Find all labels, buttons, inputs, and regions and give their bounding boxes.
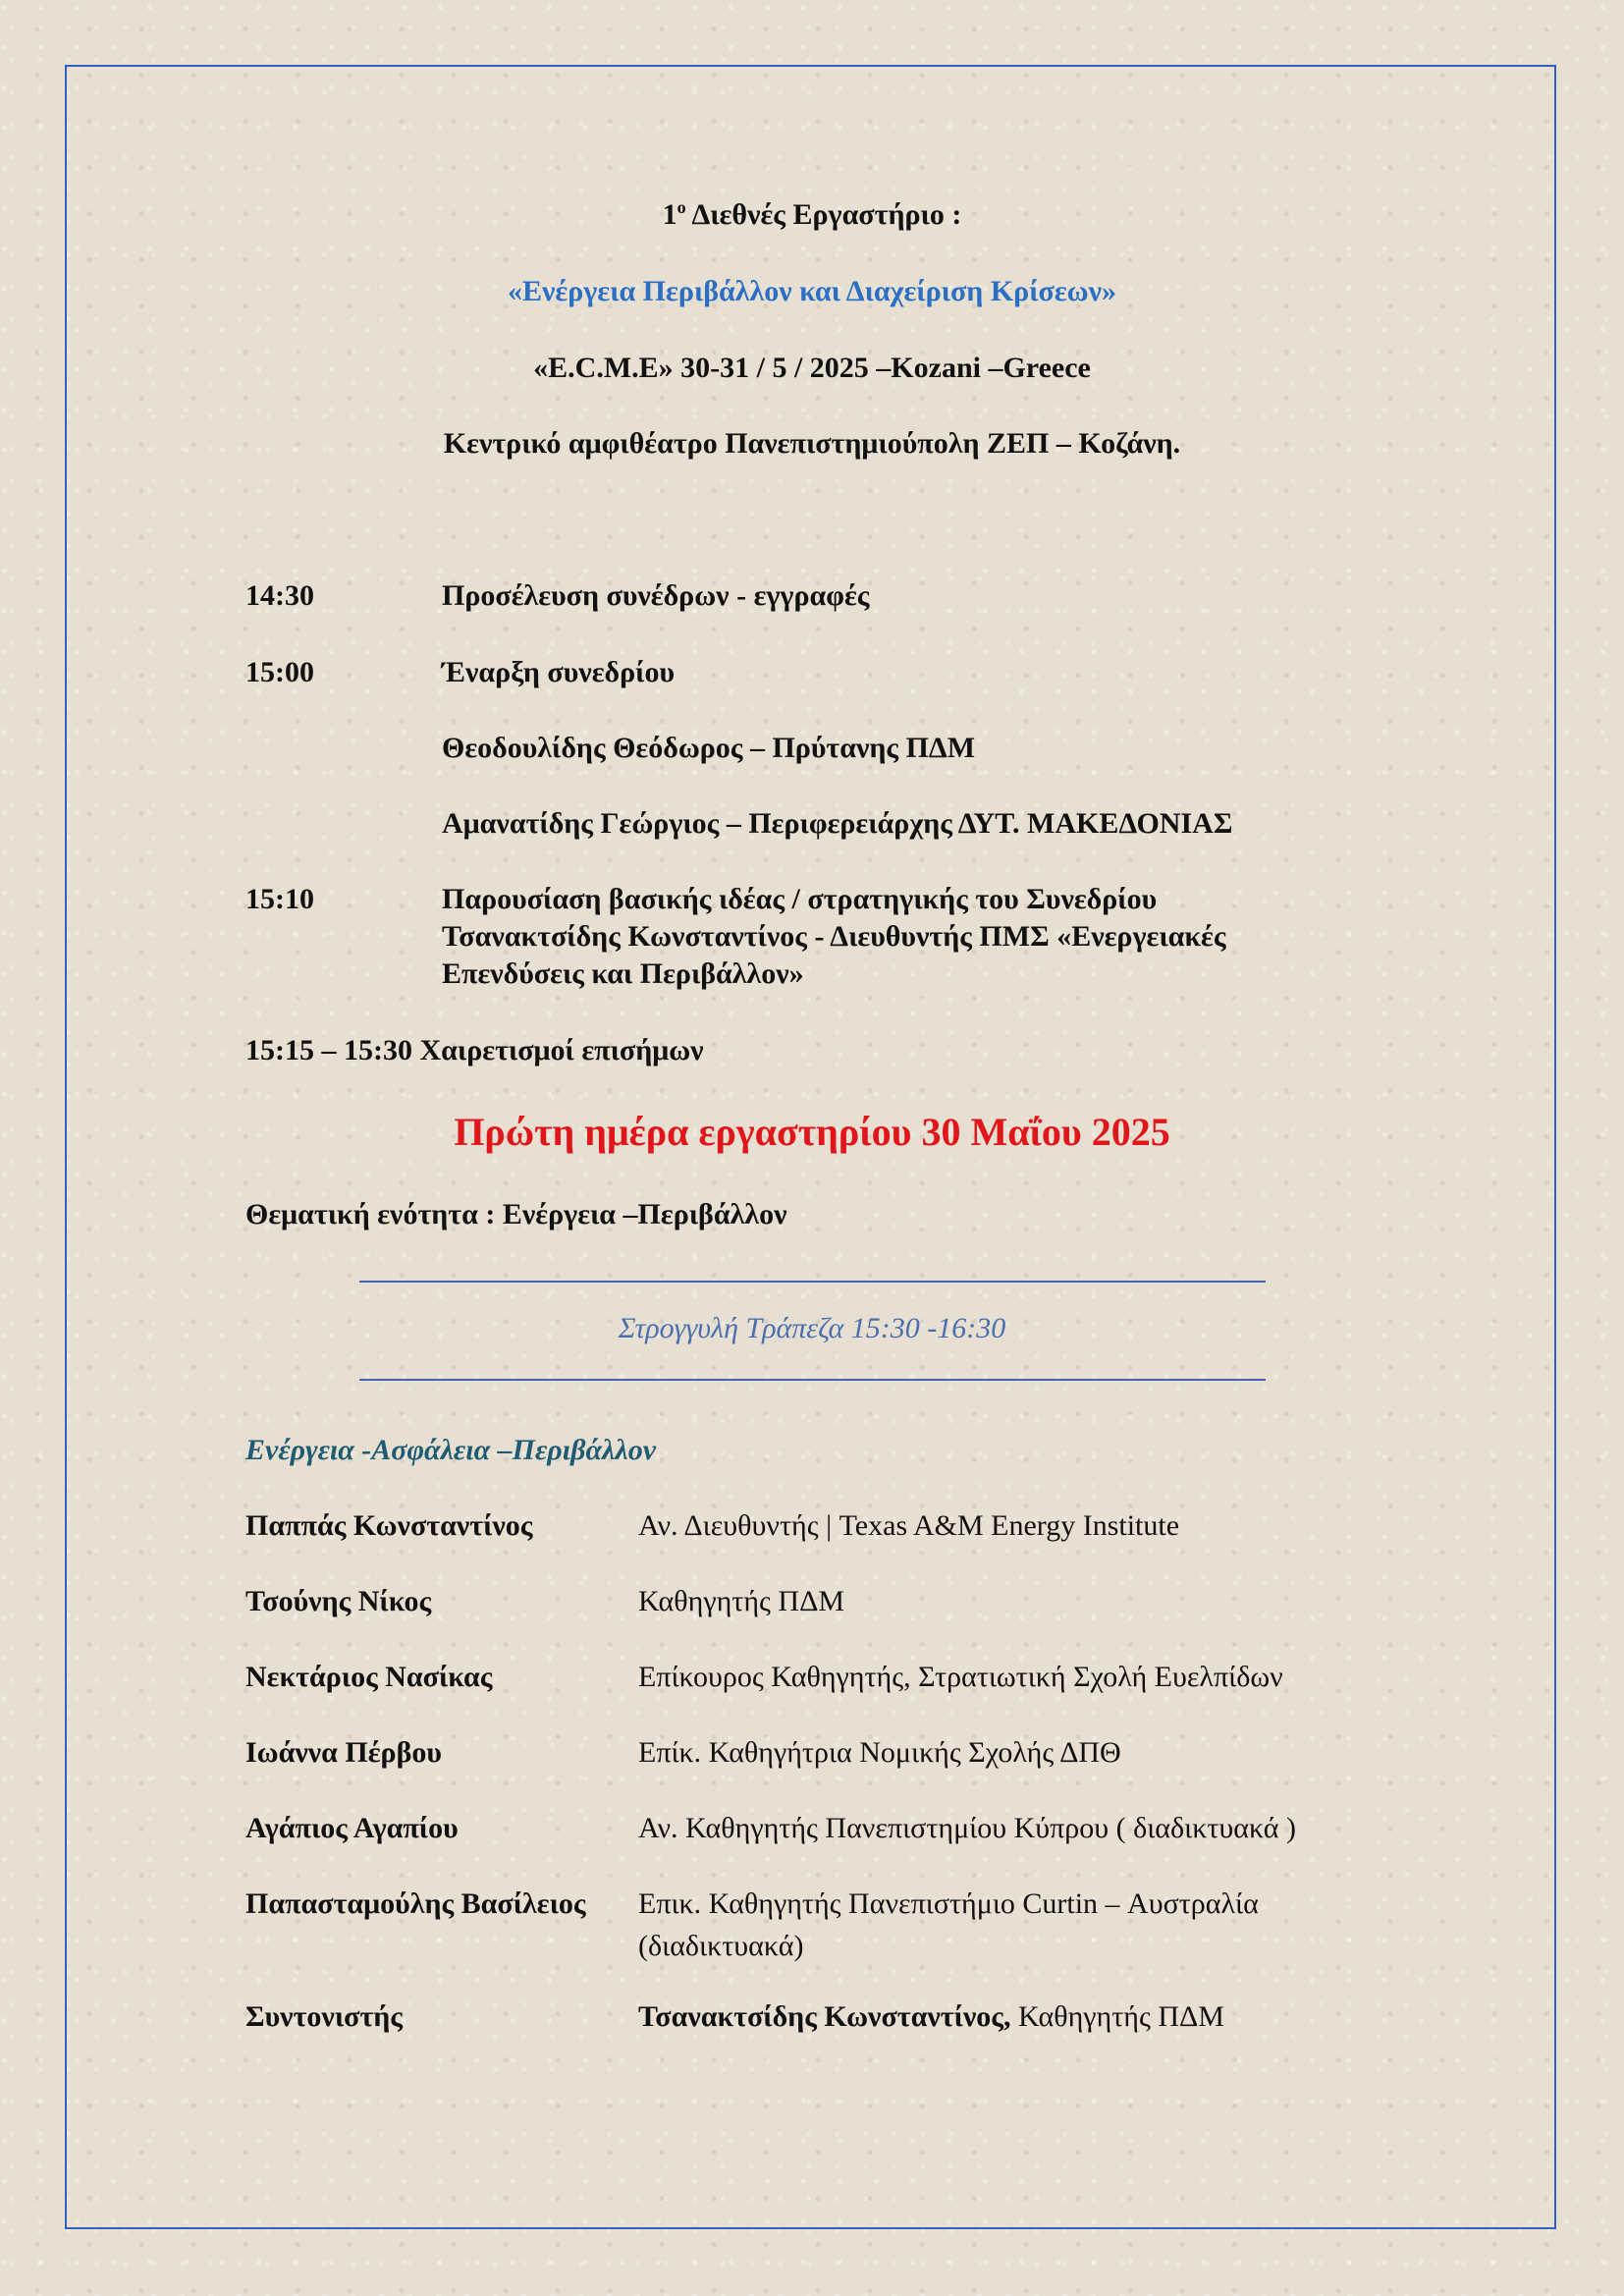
- schedule-item: Θεοδουλίδης Θεόδωρος – Πρύτανης ΠΔΜ: [442, 732, 976, 764]
- thematic-section: Θεματική ενότητα : Ενέργεια –Περιβάλλον: [245, 1198, 787, 1230]
- panelist-role: Αν. Καθηγητής Πανεπιστημίου Κύπρου ( διαδικτυακά ): [638, 1812, 1297, 1844]
- schedule-time: 14:30: [245, 579, 314, 612]
- schedule-time: 15:15 – 15:30: [245, 1034, 412, 1066]
- event-line: «E.C.M.E» 30-31 / 5 / 2025 –Kozani –Greece: [533, 352, 1091, 384]
- panelist-role: Αν. Διευθυντής | Texas A&M Energy Institute: [638, 1509, 1180, 1542]
- title-number: 1: [662, 198, 677, 231]
- panelist-name: Νεκτάριος Νασίκας: [245, 1661, 493, 1693]
- schedule-item: Προσέλευση συνέδρων - εγγραφές: [442, 579, 870, 612]
- panelist-role: Καθηγητής ΠΔΜ: [638, 1585, 845, 1617]
- panelist-role-note: (διαδικτυακά): [638, 1930, 804, 1962]
- panel-title: Ενέργεια -Ασφάλεια –Περιβάλλον: [245, 1434, 657, 1466]
- round-table-label: Στρογγυλή Τράπεζα 15:30 -16:30: [618, 1312, 1006, 1344]
- schedule-item: Παρουσίαση βασικής ιδέας / στρατηγικής του Συνεδρίου: [442, 883, 1158, 915]
- schedule-item: Αμανατίδης Γεώργιος – Περιφερειάρχης ΔΥΤ. ΜΑΚΕΔΟΝΙΑΣ: [442, 807, 1233, 840]
- moderator-label: Συντονιστής: [245, 2000, 403, 2033]
- panelist-name: Ιωάννα Πέρβου: [245, 1736, 442, 1769]
- moderator-info: [638, 1998, 1443, 2036]
- panelist-name: Παπασταμούλης Βασίλειος: [245, 1887, 586, 1920]
- panelist-name: Παππάς Κωνσταντίνος: [245, 1509, 533, 1542]
- moderator-name: Τσανακτσίδης Κωνσταντίνος,: [638, 2000, 1011, 2033]
- venue-line: Κεντρικό αμφιθέατρο Πανεπιστημιούπολη ΖΕΠ – Κοζάνη.: [443, 427, 1181, 460]
- workshop-subtitle: «Ενέργεια Περιβάλλον και Διαχείριση Κρίσεων»: [508, 275, 1116, 307]
- panelist-role: Επικ. Καθηγητής Πανεπιστήμιο Curtin – Αυστραλία: [638, 1887, 1259, 1920]
- schedule-time: 15:00: [245, 656, 314, 688]
- divider-top: [359, 1281, 1266, 1283]
- workshop-title: [0, 196, 1624, 234]
- divider-bottom: [359, 1379, 1266, 1381]
- panelist-role: Επίκ. Καθηγήτρια Νομικής Σχολής ΔΠΘ: [638, 1736, 1121, 1769]
- title-superscript: ο: [677, 197, 686, 217]
- schedule-time: 15:10: [245, 883, 314, 915]
- moderator-title: Καθηγητής ΠΔΜ: [1010, 2000, 1224, 2033]
- panelist-name: Αγάπιος Αγαπίου: [245, 1812, 459, 1844]
- panelist-role: Επίκουρος Καθηγητής, Στρατιωτική Σχολή Ευελπίδων: [638, 1661, 1283, 1693]
- schedule-item: Χαιρετισμοί επισήμων: [419, 1034, 704, 1066]
- schedule-item: Επενδύσεις και Περιβάλλον»: [442, 957, 804, 990]
- schedule-row-greetings: [245, 1032, 704, 1069]
- schedule-item: Τσανακτσίδης Κωνσταντίνος - Διευθυντής ΠΜΣ «Ενεργειακές: [442, 920, 1226, 953]
- day-heading: Πρώτη ημέρα εργαστηρίου 30 Μαΐου 2025: [454, 1110, 1170, 1154]
- panelist-name: Τσούνης Νίκος: [245, 1585, 432, 1617]
- schedule-item: Έναρξη συνεδρίου: [442, 656, 676, 688]
- title-text: Διεθνές Εργαστήριο :: [685, 198, 962, 231]
